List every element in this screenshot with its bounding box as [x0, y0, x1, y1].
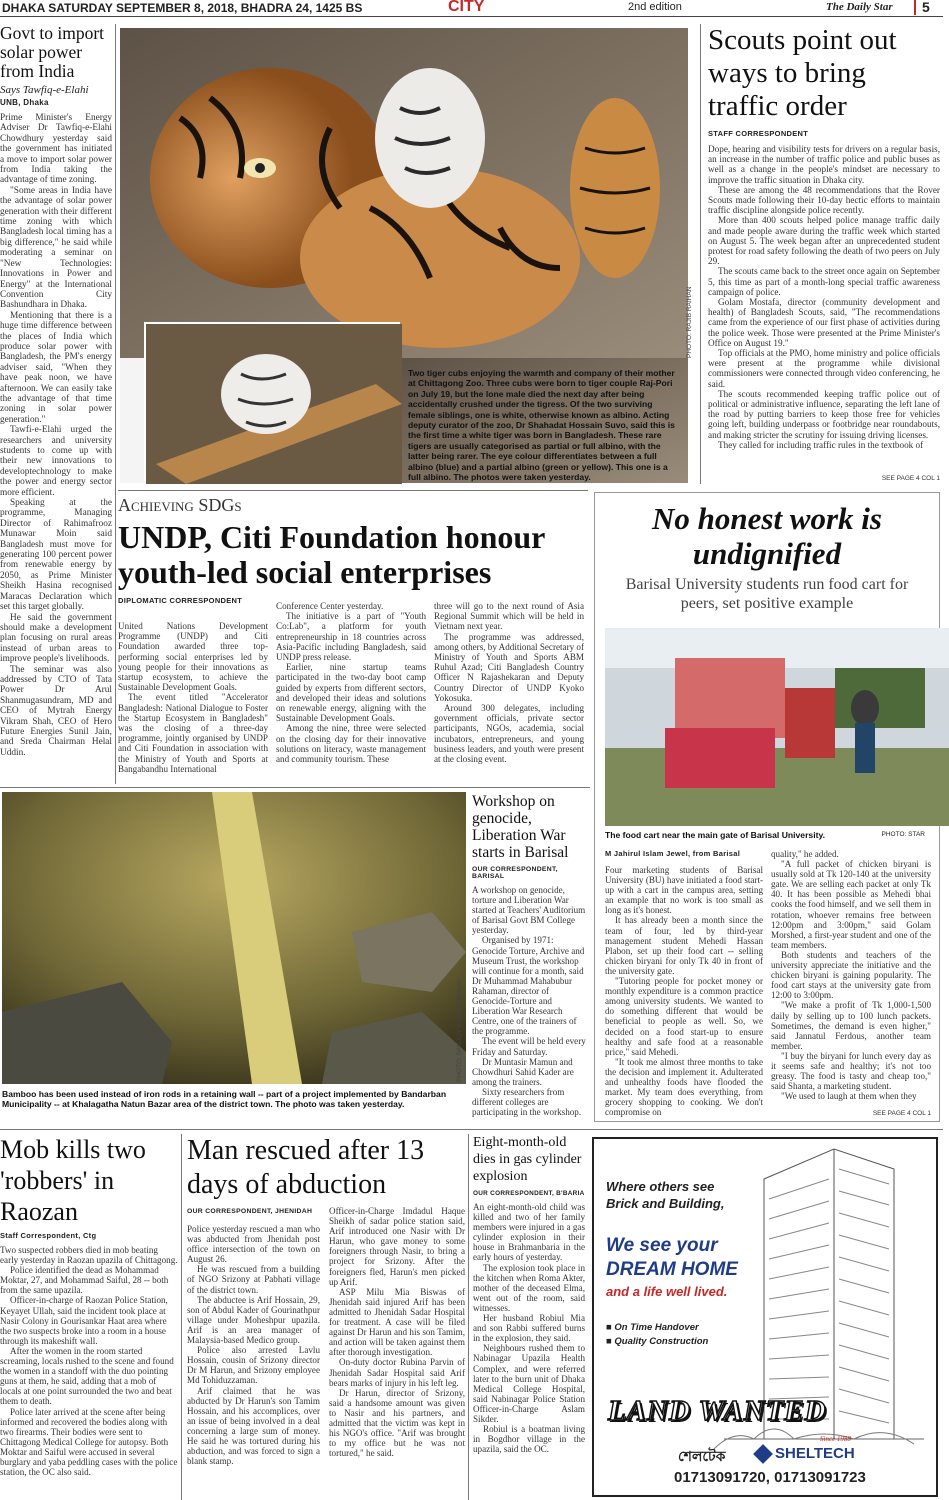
paragraph: Around 300 delegates, including government officials, private sector participants, NGOs, academia, social incubators, entrepreneurs, and young business leaders, and youth were present at the closing event. [434, 703, 584, 765]
gas-body [473, 1202, 585, 1454]
scouts-byline: STAFF CORRESPONDENT [708, 129, 809, 138]
paragraph: Both students and teachers of the university appreciate the initiative and the chicken biryani is gaining popularity. The food cart stays at the university gate from 12:00 to 3:00pm. [771, 949, 931, 1001]
ad-banner: LAND WANTED [608, 1395, 827, 1427]
ad-line3: We see your [606, 1235, 718, 1256]
paragraph: Conference Center yesterday. [276, 601, 384, 611]
food-caption: The food cart near the main gate of Barisal University. [605, 830, 825, 840]
solar-byline: UNB, Dhaka [0, 98, 49, 107]
paragraph: They called for including traffic rules in the textbook of [718, 439, 924, 450]
paragraph: "Tutoring people for pocket money or monthly expenditure is a common practice among university students. We wanted to do something different that would be beneficial to people as well. So, we decided on a food start-up to ensure healthy and safe food at a reasonable price," said Mehedi. [605, 976, 763, 1057]
page-header [0, 0, 943, 17]
tiger-photo [120, 28, 693, 483]
paragraph: Police identified the dead as Mohammad Moktar, 27, and Mohammad Saiful, 28 -- both from the same upazila. [0, 1265, 169, 1296]
food-headline: No honest work is undignified [652, 501, 882, 571]
mob-byline: Staff Correspondent, Ctg [0, 1231, 97, 1240]
food-col2 [771, 849, 931, 1105]
food-subhead: Barisal University students run food cart for peers, set positive example [625, 576, 909, 612]
paragraph: More than 400 scouts helped police manage traffic daily and made people aware during the traffic week which started on August 5. The week began after an unprecedented student protest for road safety following the death of two peers on July 29. [708, 215, 940, 267]
food-jump[interactable]: SEE PAGE 4 COL 1 [811, 1110, 931, 1117]
paragraph: Officer-in-Charge Imdadul Haque Sheikh of sadar police station said, Arif introduced one Nasir with Dr Harun, who gave money to some foreigners through Nasir, to bring a project for Srizony. After the foreigners fled, Harun's men picked up Arif. [329, 1206, 465, 1287]
food-photo [605, 628, 949, 826]
white-cub-image [146, 324, 402, 484]
paragraph: Officer-in-charge of Raozan Police Station, Keyayet Ullah, said the incident took place at Nasir Colony in Gourisankar Haat area where the two suspects broke into a room in a house through its makeshift wall. [0, 1295, 168, 1346]
ad-brand: SHELTECH [775, 1445, 855, 1462]
ad-line2: Brick and Building, [606, 1196, 725, 1211]
bullet-text: On Time Handover [614, 1322, 699, 1333]
rescued-col1 [187, 1224, 320, 1500]
paragraph: These are among the 48 recommendations that the Rover Scouts made following their 10-day hectic efforts to maintain traffic discipline alongside police recently. [708, 184, 940, 216]
workshop-article [472, 793, 587, 1123]
paragraph: quality," he added. [771, 849, 839, 859]
paragraph: Organised by 1971: Genocide Torture, Archive and Museum Trust, the workshop will continue for a month, said Dr Muhammad Mahabubur Rahaman, director of Genocide-Torture and Liberation War Research Centre, one of the trainers of the programme. [472, 935, 585, 1037]
page-number: 5 [914, 0, 930, 15]
bamboo-photo-credit: PHOTO: SANJOY KUMAR BARUA [456, 980, 463, 1082]
paragraph: three will go to the next round of Asia Regional Summit which will be held in Vietnam next year. [434, 601, 584, 632]
food-col1 [605, 865, 763, 1118]
bamboo-caption: Bamboo has been used instead of iron rods in a retaining wall -- part of a project implemented by Bandarban Municipality -- at Khalagatha Natun Bazar area of the district town. The photo was taken yesterday. [2, 1089, 447, 1110]
paragraph: Police yesterday rescued a man who was abducted from Jhenidah post office intersection of the town on August 26. [187, 1224, 320, 1265]
paragraph: It has already been a month since the team of four, led by third-year management student Mehedi Hassan Plabon, set up their food cart -- selling chicken biryani for only Tk 40 in front of the university gate. [605, 915, 763, 976]
rescued-byline: OUR CORRESPONDENT, JHENIDAH [187, 1208, 313, 1215]
rescued-col2 [329, 1206, 465, 1500]
ad-phones[interactable]: 01713091720, 01713091723 [674, 1469, 866, 1486]
undp-article [118, 495, 588, 780]
paragraph: The abductee is Arif Hossain, 29, son of Abdul Kader of Gourinathpur village under Moheshpur upazila. Arif is an area manager of Malaysia-based Medico group. [187, 1294, 320, 1346]
paragraph: United Nations Development Programme (UNDP) and Citi Foundation awarded three top-performing social enterprises led by young people for their innovations as startup ecosystem, to achieve the Sustainable Development Goals. [118, 621, 268, 693]
paragraph: Top officials at the PMO, home ministry and police officials were present at the programme while divisional commissioners were connected through video conferencing, he said. [708, 348, 940, 389]
column-rule [181, 1134, 182, 1500]
paragraph: The seminar was also addressed by CTO of Tata Power Dr Arul Shanmugasundram, MD and CEO of Mytrah Energy Vikram Shah, CEO of Hero Future Energies Sunil Jain, and Sreda Chairman Helal Uddin. [0, 664, 112, 758]
sheltech-ad[interactable] [592, 1137, 938, 1497]
undp-col1 [118, 621, 268, 781]
paragraph: Prime Minister's Energy Adviser Dr Tawfiq-e-Elahi Chowdhury yesterday said the government has initiated a move to import solar power from India taking the advantage of time zoning. [0, 113, 112, 186]
paragraph: He was rescued from a building of NGO Srizony at Pabhati village of the district town. [187, 1264, 320, 1295]
paragraph: The explosion took place in the kitchen when Roma Akter, mother of the deceased Elma, went out of the room, said witnesses. [473, 1262, 585, 1313]
paragraph: Police also arrested Lavlu Hossain, cousin of Srizony director Dr M Harun, and Srizony employee Md Tohiduzzaman. [187, 1345, 320, 1386]
undp-byline: DIPLOMATIC CORRESPONDENT [118, 596, 243, 605]
scouts-headline: Scouts point out ways to bring traffic order [708, 24, 897, 122]
paragraph: The initiative is a part of "Youth Co:Lab", a platform for youth entrepreneurship in 18 countries across Asia-Pacific including Bangladesh, said UNDP press release. [276, 611, 426, 663]
paragraph: Sixty researchers from different colleges are participating in the workshop. [472, 1086, 582, 1118]
scouts-jump[interactable]: SEE PAGE 4 COL 1 [820, 475, 940, 482]
undp-kicker: Achieving SDGs [118, 495, 242, 515]
paragraph: Tawfi-e-Elahi urged the researchers and university students to come up with their new innovations to developtechnology to make the power and energy sector more efficient. [0, 425, 112, 498]
paragraph: Earlier, nine startup teams participated in the two-day boot camp guided by experts from different sectors, and developed their ideas and solutions on renewable energy, aligning with the Sustainable Development Goals. [276, 662, 426, 724]
scouts-body [708, 144, 940, 450]
paragraph: Neighbours rushed them to Nabinagar Upazila Health Complex, and were referred later to the burn unit of Dhaka Medical College Hospital, said Nabinagar Police Station Officer-in-Charge Aslam Sikder. [473, 1343, 585, 1424]
paragraph: Her husband Robiul Mia and son Rabbi suffered burns in the explosion, they said. [473, 1313, 585, 1344]
food-byline: M Jahirul Islam Jewel, from Barisal [605, 849, 741, 858]
column-rule [468, 1134, 469, 1500]
paragraph: "I buy the biryani for lunch every day as it seems safe and healthy; it's not too greasy. The food is tasty and cheap too," said Shanta, a marketing student. [771, 1050, 931, 1092]
solar-subhead: Says Tawfiq-e-Elahi [0, 84, 89, 96]
paragraph: Dope, hearing and visibility tests for drivers on a regular basis, an increase in the number of traffic police and public buses as well as a change in the people's mindset are necessary to improve the traffic situation in Dhaka city. [708, 144, 940, 185]
ad-brand-bengali: শেলটেক [678, 1449, 726, 1465]
rescued-headline: Man rescued after 13 days of abduction [187, 1135, 425, 1200]
bullet-text: Quality Construction [614, 1336, 709, 1347]
workshop-byline: OUR CORRESPONDENT, BARISAL [472, 866, 558, 880]
paragraph: Among the nine, three were selected on the closing day for their innovative solutions on literacy, waste management and community tourism. These [276, 723, 426, 765]
tiger-photo-credit: PHOTO: RAJIB RAIHAN [686, 286, 693, 358]
paragraph: "We make a profit of Tk 1,000-1,500 daily by selling up to 100 lunch packets. Sometimes, the demand is even higher," said Jannatul Ferdous, another team member. [771, 1000, 931, 1051]
paragraph: "Some areas in India have the advantage of solar power generation with their different time zoning with which Bangladesh local timing has a big difference," he said while moderating a seminar on "New Technologies: Innovations in Power and Energy" at the International Convention City Bashundhara in Dhaka. [0, 185, 112, 311]
edition-label: 2nd edition [628, 1, 682, 13]
ad-line5: and a life well lived. [606, 1284, 728, 1299]
dateline: DHAKA SATURDAY SEPTEMBER 8, 2018, BHADRA 24, 1425 BS [2, 1, 363, 15]
paragraph: Mentioning that there is a huge time difference between the places of India which produce solar power with Bangladesh, the PM's energy adviser said, "When they have peak noon, we have afternoon. We can easily take the advantage of that time zoning in solar power generation." [0, 310, 112, 425]
food-article [594, 492, 940, 1122]
bamboo-photo [2, 792, 466, 1084]
section-rule [0, 787, 590, 788]
paragraph: The event titled "Accelerator Bangladesh: National Dialogue to Foster the Startup Ecosystem in Bangladesh" was the closing of a three-day programme, jointly organised by UNDP and Citi Foundation in association with the Ministry of Youth and Sports at Bangabandhu International [118, 692, 268, 774]
section-rule [0, 1129, 943, 1130]
section-rule [118, 490, 588, 491]
undp-col2 [276, 601, 426, 781]
paragraph: The event will be held every Friday and Saturday. [472, 1036, 586, 1057]
tiger-caption: Two tiger cubs enjoying the warmth and company of their mother at Chittagong Zoo. Three cubs were born to tiger couple Raj-Pori on July 19, but the lone male died the next day after being accidentally crushed under the tigress. Of the two surviving female siblings, one is white, otherwise known as albino. Acting deputy curator of the zoo, Dr Shahadat Hossain Suvo, said this is the first time a white tiger was born in Bangladesh. These rare tigers are usually categorised as partial or full albino, with the latter being rarer. The eye colour differentiates between a full albino (blue) and a partial albino (green or yellow). This one is a full albino. The photos were taken yesterday. [408, 368, 675, 483]
paragraph: The programme was addressed, among others, by Additional Secretary of Ministry of Youth and Sports ABM Ruhul Azad; Citi Bangladesh Country Officer N Rajashekaran and Deputy Country Director of UNDP Kyoko Yokosuka. [434, 631, 585, 703]
solar-headline: Govt to import solar power from India [0, 23, 105, 81]
ad-line1: Where others see [606, 1179, 715, 1194]
paragraph: "We used to laugh at them when they [781, 1091, 917, 1102]
food-cart-image [605, 628, 949, 826]
paragraph: Two suspected robbers died in mob beating early yesterday in Raozan upazila of Chittagong. [0, 1245, 178, 1266]
paragraph: The scouts came back to the street once again on September 5, this time as part of a month-long special traffic awareness campaign of police. [708, 266, 940, 297]
paragraph: Robiul is a boatman living in Bogdhor village in the upazila, said the OC. [473, 1424, 585, 1455]
paragraph: Golam Mostafa, director (community development and health) of Bangladesh Scouts, said, "The recommendations came from the experience of our first phase of activities during the police week. Those were presented at the Prime Minister's Office on August 19." [708, 297, 940, 348]
undp-col3 [434, 601, 584, 781]
solar-body [0, 113, 112, 758]
paper-name: The Daily Star [826, 1, 893, 13]
paragraph: Speaking at the programme, Managing Director of Rahimafrooz Munawar Moin said Bangladesh must move for generating 100 percent power from renewable energy by 2050, as Prime Minister Sheikh Hasina recognised Maracas Declaration which set this target globally. [0, 498, 112, 613]
paragraph: A workshop on genocide, torture and Liberation War started at Teachers' Auditorium of Barisal Govt BM College yesterday. [472, 885, 586, 936]
inset-photo [144, 322, 400, 482]
paragraph: Arif claimed that he was abducted by Dr Harun's son Tamim Hossain, and his accomplices, over an issue of being involved in a deal concerning a large sum of money. He said he was tortured during his abduction, and was forced to sign a blank stamp. [187, 1385, 320, 1467]
paragraph: On-duty doctor Rubina Parvin of Jhenidah Sadar Hospital said Arif bears marks of injury in his left leg. [329, 1357, 465, 1388]
mob-headline: Mob kills two 'robbers' in Raozan [0, 1135, 146, 1226]
undp-headline: UNDP, Citi Foundation honour youth-led social enterprises [118, 519, 545, 590]
paragraph: "It took me almost three months to take the decision and implement it. Adulterated and unhealthy foods have flooded the market. My team does everything, from grocery shopping to cooking. We don't compromise on [605, 1056, 763, 1118]
bamboo-image [2, 792, 466, 1084]
ad-since: Since 1988 [820, 1435, 851, 1443]
mob-article [0, 1134, 178, 1500]
column-rule [700, 24, 701, 484]
gas-article [473, 1134, 585, 1500]
food-credit: PHOTO: STAR [881, 831, 925, 838]
paragraph: Four marketing students of Barisal University (BU) have initiated a food start-up with a cart in the campus area, setting an example that no work is too small as long as it's honest. [605, 865, 763, 916]
gas-byline: OUR CORRESPONDENT, B'BARIA [473, 1190, 585, 1197]
paragraph: An eight-month-old child was killed and two of her family members were injured in a gas cylinder explosion in their house in Brahmanbaria in the early hours of yesterday. [473, 1202, 585, 1263]
workshop-body [472, 885, 587, 1117]
ad-bullet2: ■ Quality Construction [606, 1336, 709, 1347]
paragraph: Dr Harun, director of Srizony, said a handsome amount was given to Nasir and his partners, and admitted that the victim was kept in his NGO's office. "Arif was brought to my office but he was not tortured," he said. [329, 1387, 465, 1459]
paragraph: After the women in the room started screaming, locals rushed to the scene and found the women in a standoff with the duo pointing guns at them, he said, adding that a mob of locals at one point surrounded the two and beat them to death. [0, 1345, 174, 1407]
column-rule [115, 24, 116, 784]
paragraph: "A full packet of chicken biryani is usually sold at Tk 120-140 at the university gate. We are selling each packet at only Tk 40. It has been possible as Mehedi bhai cooks the food himself, and we sell them in rotation, whoever remains free between 12:00pm and 3:00pm," said Golam Morshed, a first-year student and one of the team members. [771, 859, 931, 950]
paragraph: Dr Muntasir Mamun and Chowdhuri Sahid Kader are among the trainers. [472, 1056, 574, 1087]
scouts-article [708, 24, 940, 482]
paragraph: Police later arrived at the scene after being informed and recovered the bodies along with two firearms. Their bodies were sent to Chittagong Medical College for autopsy. Both Moktar and Saiful were accused in several burglary and yaba peddling cases with the police station, the OC also said. [0, 1406, 178, 1478]
rescued-article [187, 1134, 465, 1500]
gas-headline: Eight-month-old dies in gas cylinder explosion [473, 1135, 582, 1184]
ad-bullet1: ■ On Time Handover [606, 1322, 699, 1333]
paragraph: The scouts recommended keeping traffic police out of political or administrative influence, separating the left lane of the road by putting barriers to keep those free for vehicles going left, building underpass or footbridge near roundabouts, and making stricter the scrutiny for issuing driving licenses. [708, 388, 940, 440]
mob-body [0, 1245, 178, 1477]
section-label: CITY [448, 0, 485, 15]
ad-line4: DREAM HOME [606, 1259, 738, 1280]
paragraph: ASP Milu Mia Biswas of Jhenidah said injured Arif has been admitted to Jhenidah Sadar Hospital for treatment. A case will be filed against Dr Harun and his son Tamim, and action will be taken against them after thorough investigation. [329, 1286, 465, 1358]
paragraph: He said the government should make a development plan focusing on rural areas instead of urban areas to improve people's livelihoods. [0, 612, 112, 665]
workshop-headline: Workshop on genocide, Liberation War starts in Barisal [472, 793, 569, 861]
